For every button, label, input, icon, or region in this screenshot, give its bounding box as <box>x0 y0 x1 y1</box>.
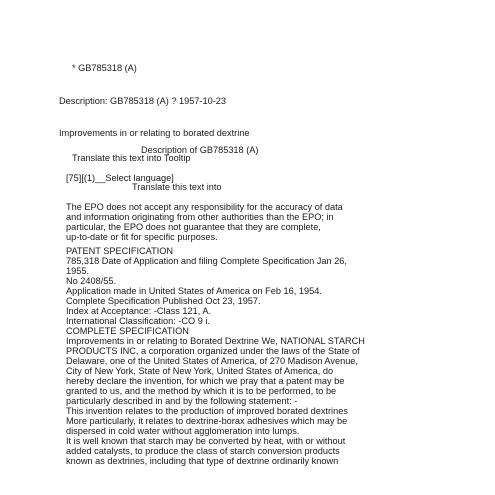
spec-line: No 2408/55. <box>66 276 117 286</box>
disclaimer-line: particular, the EPO does not guarantee that they are complete, <box>66 222 321 232</box>
description-line: Description: GB785318 (A) ? 1957-10-23 <box>59 96 227 106</box>
spec-line: Delaware, one of the United States of America, of 270 Madison Avenue, <box>66 356 358 366</box>
spec-line: PRODUCTS INC, a corporation organized under the laws of the State of <box>66 346 360 356</box>
spec-line: More particularly, it relates to dextrine-borax adhesives which may be <box>66 416 348 426</box>
spec-line: 785,318 Date of Application and filing Complete Specification Jan 26, <box>66 256 347 266</box>
disclaimer-line: up-to-date or fit for specific purposes. <box>66 232 218 242</box>
spec-line: known as dextrines, including that type of dextrine ordinarily known <box>66 456 339 466</box>
document-title: Improvements in or relating to borated dextrine <box>59 128 250 138</box>
spec-line: hereby declare the invention, for which we pray that a patent may be <box>66 376 345 386</box>
spec-line: Application made in United States of America on Feb 16, 1954. <box>66 286 322 296</box>
spec-line: particularly described in and by the following statement: - <box>66 396 298 406</box>
document-id: * GB785318 (A) <box>72 63 137 73</box>
spec-line: 1955. <box>66 266 89 276</box>
spec-line: added catalysts, to produce the class of starch conversion products <box>66 446 340 456</box>
spec-line: It is well known that starch may be converted by heat, with or without <box>66 436 346 446</box>
spec-line: Complete Specification Published Oct 23, 1957. <box>66 296 261 306</box>
description-of-heading: Description of GB785318 (A) <box>141 145 259 155</box>
spec-line: International Classification: -CO 9 i. <box>66 316 210 326</box>
disclaimer-line: and information originating from other authorities than the EPO; in <box>66 212 334 222</box>
spec-line: Index at Acceptance: -Class 121, A. <box>66 306 212 316</box>
translate-tooltip-link[interactable]: Translate this text into Tooltip <box>72 153 191 163</box>
translate-text-link[interactable]: Translate this text into <box>132 182 222 192</box>
spec-line: dispersed in cold water without agglomeration into lumps. <box>66 426 300 436</box>
spec-line: Improvements in or relating to Borated Dextrine We, NATIONAL STARCH <box>66 336 365 346</box>
spec-line: City of New York, State of New York, United States of America, do <box>66 366 334 376</box>
spec-line: COMPLETE SPECIFICATION <box>66 326 189 336</box>
spec-line: This invention relates to the production of improved borated dextrines <box>66 406 348 416</box>
disclaimer-line: The EPO does not accept any responsibility for the accuracy of data <box>66 202 343 212</box>
language-select[interactable]: [75][(1)__Select language] <box>66 173 174 183</box>
spec-line: PATENT SPECIFICATION <box>66 246 174 256</box>
spec-line: granted to us, and the method by which it is to be performed, to be <box>66 386 337 396</box>
